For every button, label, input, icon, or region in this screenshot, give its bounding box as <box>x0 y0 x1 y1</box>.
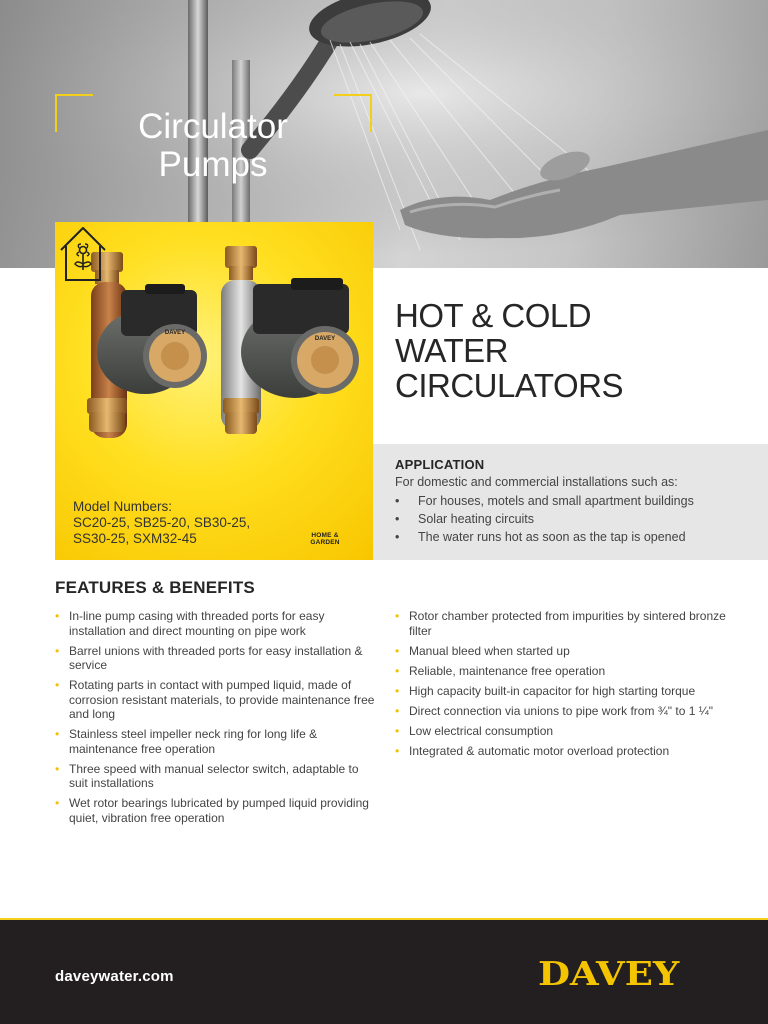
footer <box>0 918 768 1024</box>
model-numbers-list: SC20-25, SB25-20, SB30-25, SS30-25, SXM32-45 <box>73 515 251 546</box>
main-heading-line3: CIRCULATORS <box>395 367 623 404</box>
features-title: FEATURES & BENEFITS <box>55 578 255 597</box>
list-item: • Rotating parts in contact with pumped liquid, made of corrosion resistant materials, to provide maintenance free and long <box>55 678 375 722</box>
main-heading-line1: HOT & COLD <box>395 297 592 334</box>
home-and-garden-label: HOME & GARDEN <box>310 532 340 546</box>
list-item: • High capacity built-in capacitor for high starting torque <box>395 684 735 699</box>
application-title: APPLICATION <box>395 457 485 472</box>
list-item: • Manual bleed when started up <box>395 644 735 659</box>
hero-title-line2: Pumps <box>158 145 268 184</box>
list-item: • Three speed with manual selector switch, adaptable to suit installations <box>55 762 375 791</box>
list-item: • Barrel unions with threaded ports for easy installation & service <box>55 644 375 673</box>
main-heading-line2: WATER <box>395 332 508 369</box>
pump2-brand-label: DAVEY <box>314 336 336 342</box>
application-list <box>395 492 746 546</box>
main-heading <box>395 298 725 403</box>
list-item: • Direct connection via unions to pipe work from ¾" to 1 ¼" <box>395 704 735 719</box>
frame-corner-right <box>334 94 372 132</box>
application-box <box>373 444 768 560</box>
features-list-left <box>55 609 375 831</box>
pump1-brand-label: DAVEY <box>164 330 186 336</box>
list-item: • Rotor chamber protected from impurities by sintered bronze filter <box>395 609 735 638</box>
list-item: • Reliable, maintenance free operation <box>395 664 735 679</box>
list-item: • For houses, motels and small apartment buildings <box>395 492 746 510</box>
home-and-garden-icon <box>55 222 111 292</box>
list-item: • Solar heating circuits <box>395 510 746 528</box>
list-item: • In-line pump casing with threaded ports for easy installation and direct mounting on pipe work <box>55 609 375 638</box>
list-item: • Wet rotor bearings lubricated by pumped liquid providing quiet, vibration free operation <box>55 796 375 825</box>
list-item: • Stainless steel impeller neck ring for long life & maintenance free operation <box>55 727 375 756</box>
hero-title-line1: Circulator <box>138 107 288 146</box>
application-intro: For domestic and commercial installations such as: <box>395 475 678 489</box>
features-list-right <box>395 609 735 764</box>
model-numbers-label: Model Numbers: <box>73 499 173 514</box>
frame-corner-left <box>55 94 93 132</box>
hero-title <box>100 108 326 184</box>
list-item: • The water runs hot as soon as the tap is opened <box>395 528 746 546</box>
list-item: • Low electrical consumption <box>395 724 735 739</box>
davey-logo: DAVEY <box>538 954 680 993</box>
website-link[interactable]: daveywater.com <box>55 968 174 985</box>
product-panel <box>55 222 373 560</box>
list-item: • Integrated & automatic motor overload protection <box>395 744 735 759</box>
